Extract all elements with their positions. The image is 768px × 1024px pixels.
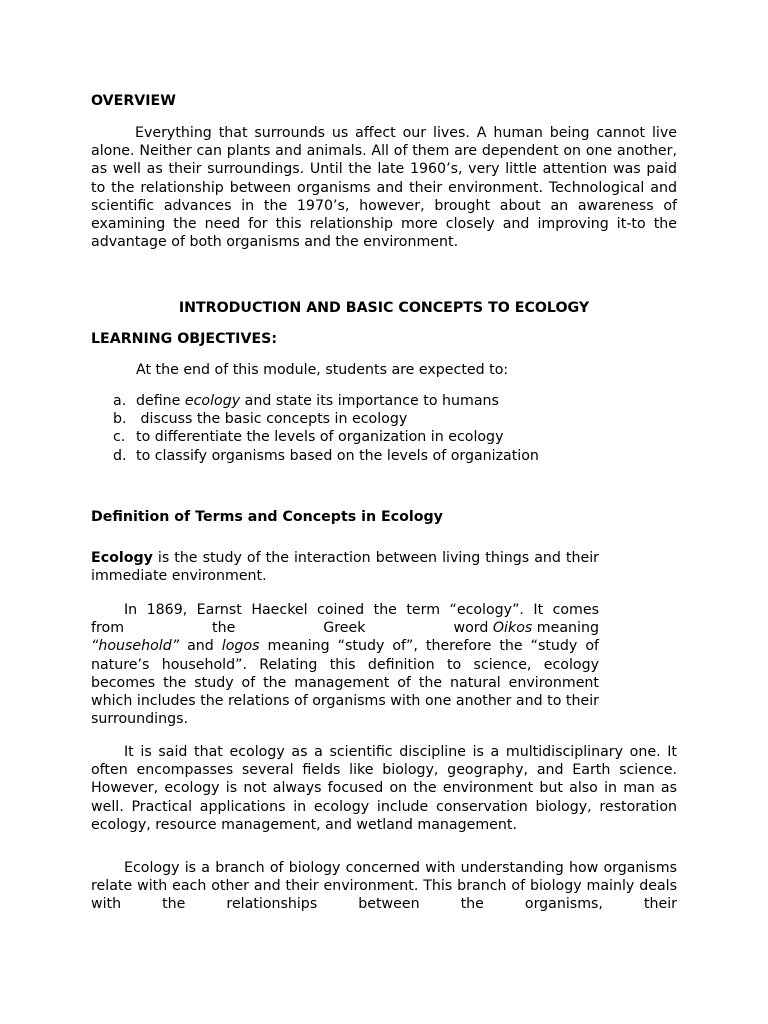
- haeckel-line-1: In 1869, Earnst Haeckel coined the term “ecology”. It comes: [124, 602, 599, 618]
- module-title: INTRODUCTION AND BASIC CONCEPTS TO ECOLOGY: [178, 300, 590, 316]
- haeckel-paragraph: [91, 601, 599, 728]
- italic-term: logos: [221, 638, 260, 655]
- multidisciplinary-paragraph: It is said that ecology as a scientific discipline is a multidisciplinary one. It often encompasses several fields like biology, geography, and Earth science. However, ecology is not always focused on the environment but also in man as well. Practical applications in ecology include conservation biology, restoration ecology, resource management, and wetland management.: [91, 744, 677, 833]
- definitions-heading: Definition of Terms and Concepts in Ecology: [91, 509, 443, 525]
- haeckel-line-2: from the Greek word Oikos meaning: [91, 620, 599, 637]
- italic-term: ecology: [184, 393, 241, 409]
- italic-term: “household”: [91, 638, 180, 655]
- overview-paragraph: Everything that surrounds us affect our lives. A human being cannot live alone. Neither can plants and animals. All of them are dependent on one another, as well as their surroundings. Until the late 1960’s, very little attention was paid to the relationship between organisms and their environment. Technological and scientific advances in the 1970’s, however, brought about an awareness of examining the need for this relationship more closely and improving it-to the advantage of both organisms and the environment.: [91, 125, 677, 251]
- italic-term: Oikos: [492, 620, 533, 637]
- objectives-list: [91, 392, 539, 465]
- list-item: a. define ecology and state its importance to humans: [113, 393, 499, 409]
- list-marker: d.: [113, 447, 127, 464]
- branch-paragraph: Ecology is a branch of biology concerned with understanding how organisms relate with each other and their environment. This branch of biology mainly deals with the relationships between the organisms, their: [91, 860, 677, 913]
- learning-objectives-heading: LEARNING OBJECTIVES:: [91, 331, 278, 347]
- list-item: c. to differentiate the levels of organization in ecology: [113, 429, 504, 446]
- objectives-intro: At the end of this module, students are expected to:: [136, 362, 509, 378]
- list-marker: b.: [113, 411, 127, 428]
- list-item: b. discuss the basic concepts in ecology: [113, 411, 408, 428]
- haeckel-rest: “household” and logos meaning “study of”, therefore the “study of nature’s household”. Relating this definition to science, ecology becomes the study of the management of the natural environment which includes the relations of organisms with one another and to their surroundings.: [91, 638, 599, 728]
- list-item: d. to classify organisms based on the levels of organization: [113, 447, 539, 464]
- list-marker: c.: [113, 429, 126, 446]
- list-marker: a.: [113, 393, 127, 409]
- ecology-definition: Ecology is the study of the interaction between living things and their immediate environment.: [91, 550, 599, 585]
- ecology-term: Ecology: [91, 550, 153, 566]
- overview-heading: OVERVIEW: [91, 93, 176, 109]
